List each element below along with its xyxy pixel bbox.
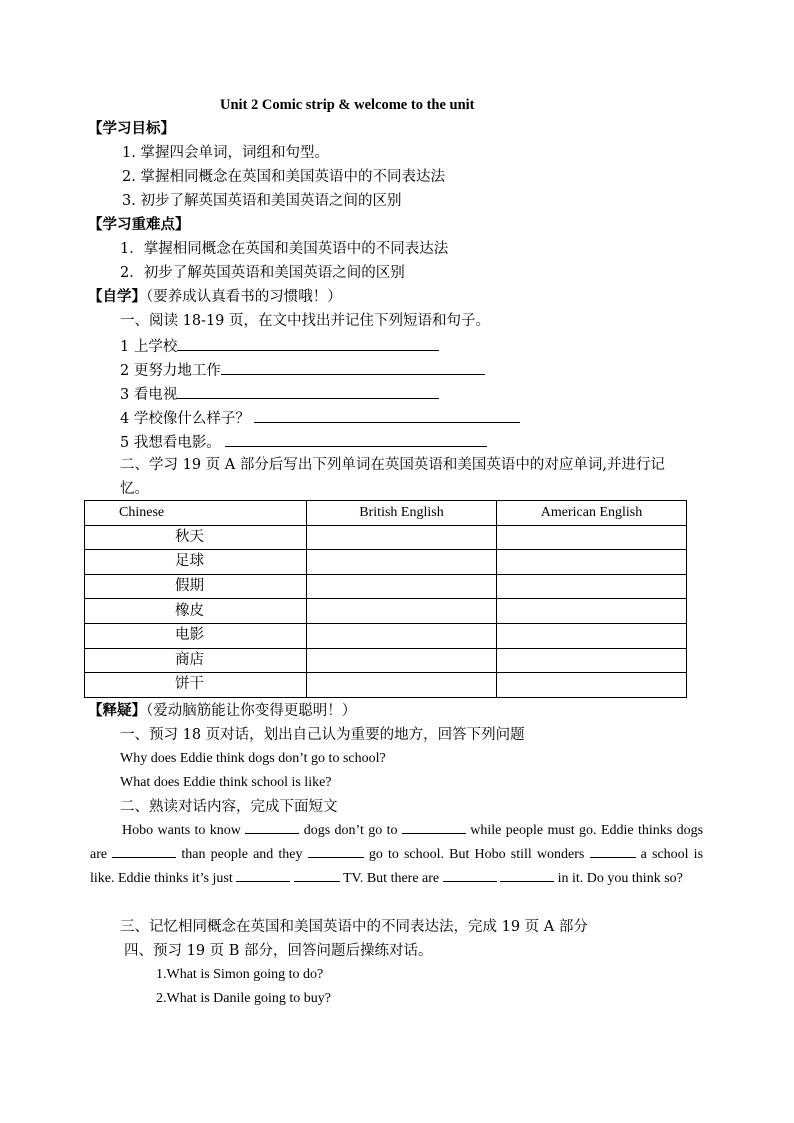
- table-row: [85, 673, 687, 698]
- key-point-item: 2．初步了解英国英语和美国英语之间的区别: [120, 265, 405, 281]
- passage-text: while people must go. Eddie thinks dogs are: [90, 823, 704, 862]
- header-american: American English: [497, 501, 687, 526]
- american-answer-cell[interactable]: [497, 574, 687, 599]
- table-row: [85, 623, 687, 648]
- american-answer-cell[interactable]: [497, 673, 687, 698]
- passage-text: TV. But there are: [342, 871, 440, 886]
- british-answer-cell[interactable]: [307, 599, 497, 624]
- american-answer-cell[interactable]: [497, 550, 687, 575]
- answer-blank[interactable]: [221, 360, 485, 375]
- table-row: [85, 599, 687, 624]
- chinese-word: 秋天: [85, 525, 307, 550]
- answer-blank[interactable]: [254, 408, 520, 423]
- phrase-label: 4 学校像什么样子？: [120, 411, 250, 427]
- passage-text: go to school. But Hobo still wonders: [368, 847, 585, 862]
- self-study-heading: 【自学】: [88, 288, 146, 305]
- self-study-task1: 一、阅读 18-19 页，在文中找出并记住下列短语和句子。: [120, 313, 491, 329]
- self-study-task2: 二、学习 19 页 A 部分后写出下列单词在英国英语和美国英语中的对应单词,并进行记: [120, 457, 665, 473]
- chinese-word: 商店: [85, 648, 307, 673]
- british-answer-cell[interactable]: [307, 574, 497, 599]
- header-british: British English: [307, 501, 497, 526]
- phrase-item: [120, 408, 520, 428]
- passage-text: dogs don’t go to: [303, 823, 398, 838]
- objectives-heading: 【学习目标】: [88, 120, 175, 137]
- key-points-heading: 【学习重难点】: [88, 216, 190, 233]
- american-answer-cell[interactable]: [497, 623, 687, 648]
- clarify-note: （爱动脑筋能让你变得更聪明！）: [146, 703, 357, 719]
- phrase-item: [120, 432, 487, 452]
- passage-text: in it. Do you think so?: [557, 871, 683, 886]
- cloze-blank[interactable]: [590, 845, 636, 858]
- phrase-item: [120, 360, 485, 380]
- self-study-note: （要养成认真看书的习惯哦！）: [146, 289, 342, 305]
- question-2: What does Eddie think school is like?: [120, 775, 332, 790]
- part-b-question-2: 2.What is Danile going to buy?: [156, 991, 331, 1006]
- clarify-heading: 【释疑】: [88, 702, 146, 719]
- phrase-label: 1 上学校: [120, 339, 178, 355]
- passage-text: than people and they: [181, 847, 303, 862]
- american-answer-cell[interactable]: [497, 599, 687, 624]
- objective-item: 3. 初步了解英国英语和美国英语之间的区别: [122, 193, 402, 209]
- table-row: [85, 648, 687, 673]
- passage-text: a school is like. Eddie thinks it’s just: [90, 847, 704, 886]
- clarify-task4: 四、预习 19 页 B 部分，回答问题后操练对话。: [124, 943, 433, 959]
- cloze-passage: [90, 819, 703, 891]
- header-chinese: Chinese: [85, 501, 307, 526]
- cloze-blank[interactable]: [245, 821, 299, 834]
- clarify-task3: 三、记忆相同概念在英国和美国英语中的不同表达法，完成 19 页 A 部分: [120, 919, 588, 935]
- chinese-word: 足球: [85, 550, 307, 575]
- cloze-blank[interactable]: [294, 869, 340, 882]
- cloze-blank[interactable]: [236, 869, 290, 882]
- self-study-line: [88, 288, 342, 306]
- cloze-blank[interactable]: [500, 869, 554, 882]
- table-row: [85, 574, 687, 599]
- objective-item: 1. 掌握四会单词，词组和句型。: [122, 145, 329, 161]
- page-title: Unit 2 Comic strip & welcome to the unit: [220, 97, 475, 113]
- phrase-label: 5 我想看电影。: [120, 435, 221, 451]
- clarify-task1: 一、预习 18 页对话，划出自己认为重要的地方，回答下列问题: [120, 727, 525, 743]
- phrase-item: [120, 336, 439, 356]
- answer-blank[interactable]: [225, 432, 487, 447]
- cloze-blank[interactable]: [402, 821, 466, 834]
- table-header-row: [85, 501, 687, 526]
- british-answer-cell[interactable]: [307, 550, 497, 575]
- answer-blank[interactable]: [177, 384, 439, 399]
- chinese-word: 电影: [85, 623, 307, 648]
- self-study-task2-cont: 忆。: [120, 481, 149, 497]
- british-answer-cell[interactable]: [307, 648, 497, 673]
- phrase-item: [120, 384, 439, 404]
- american-answer-cell[interactable]: [497, 648, 687, 673]
- british-answer-cell[interactable]: [307, 673, 497, 698]
- chinese-word: 橡皮: [85, 599, 307, 624]
- passage-text: Hobo wants to know: [122, 823, 241, 838]
- table-row: [85, 550, 687, 575]
- key-point-item: 1．掌握相同概念在英国和美国英语中的不同表达法: [120, 241, 449, 257]
- clarify-line: [88, 702, 356, 720]
- british-answer-cell[interactable]: [307, 623, 497, 648]
- table-row: [85, 525, 687, 550]
- british-answer-cell[interactable]: [307, 525, 497, 550]
- chinese-word: 饼干: [85, 673, 307, 698]
- question-1: Why does Eddie think dogs don’t go to school?: [120, 751, 386, 766]
- answer-blank[interactable]: [177, 336, 439, 351]
- cloze-blank[interactable]: [308, 845, 364, 858]
- vocab-table: [84, 500, 687, 698]
- objective-item: 2. 掌握相同概念在英国和美国英语中的不同表达法: [122, 169, 445, 185]
- phrase-label: 3 看电视: [120, 387, 178, 403]
- cloze-blank[interactable]: [112, 845, 176, 858]
- clarify-task2: 二、熟读对话内容，完成下面短文: [120, 799, 338, 815]
- cloze-blank[interactable]: [443, 869, 497, 882]
- phrase-label: 2 更努力地工作: [120, 363, 221, 379]
- chinese-word: 假期: [85, 574, 307, 599]
- american-answer-cell[interactable]: [497, 525, 687, 550]
- part-b-question-1: 1.What is Simon going to do?: [156, 967, 324, 982]
